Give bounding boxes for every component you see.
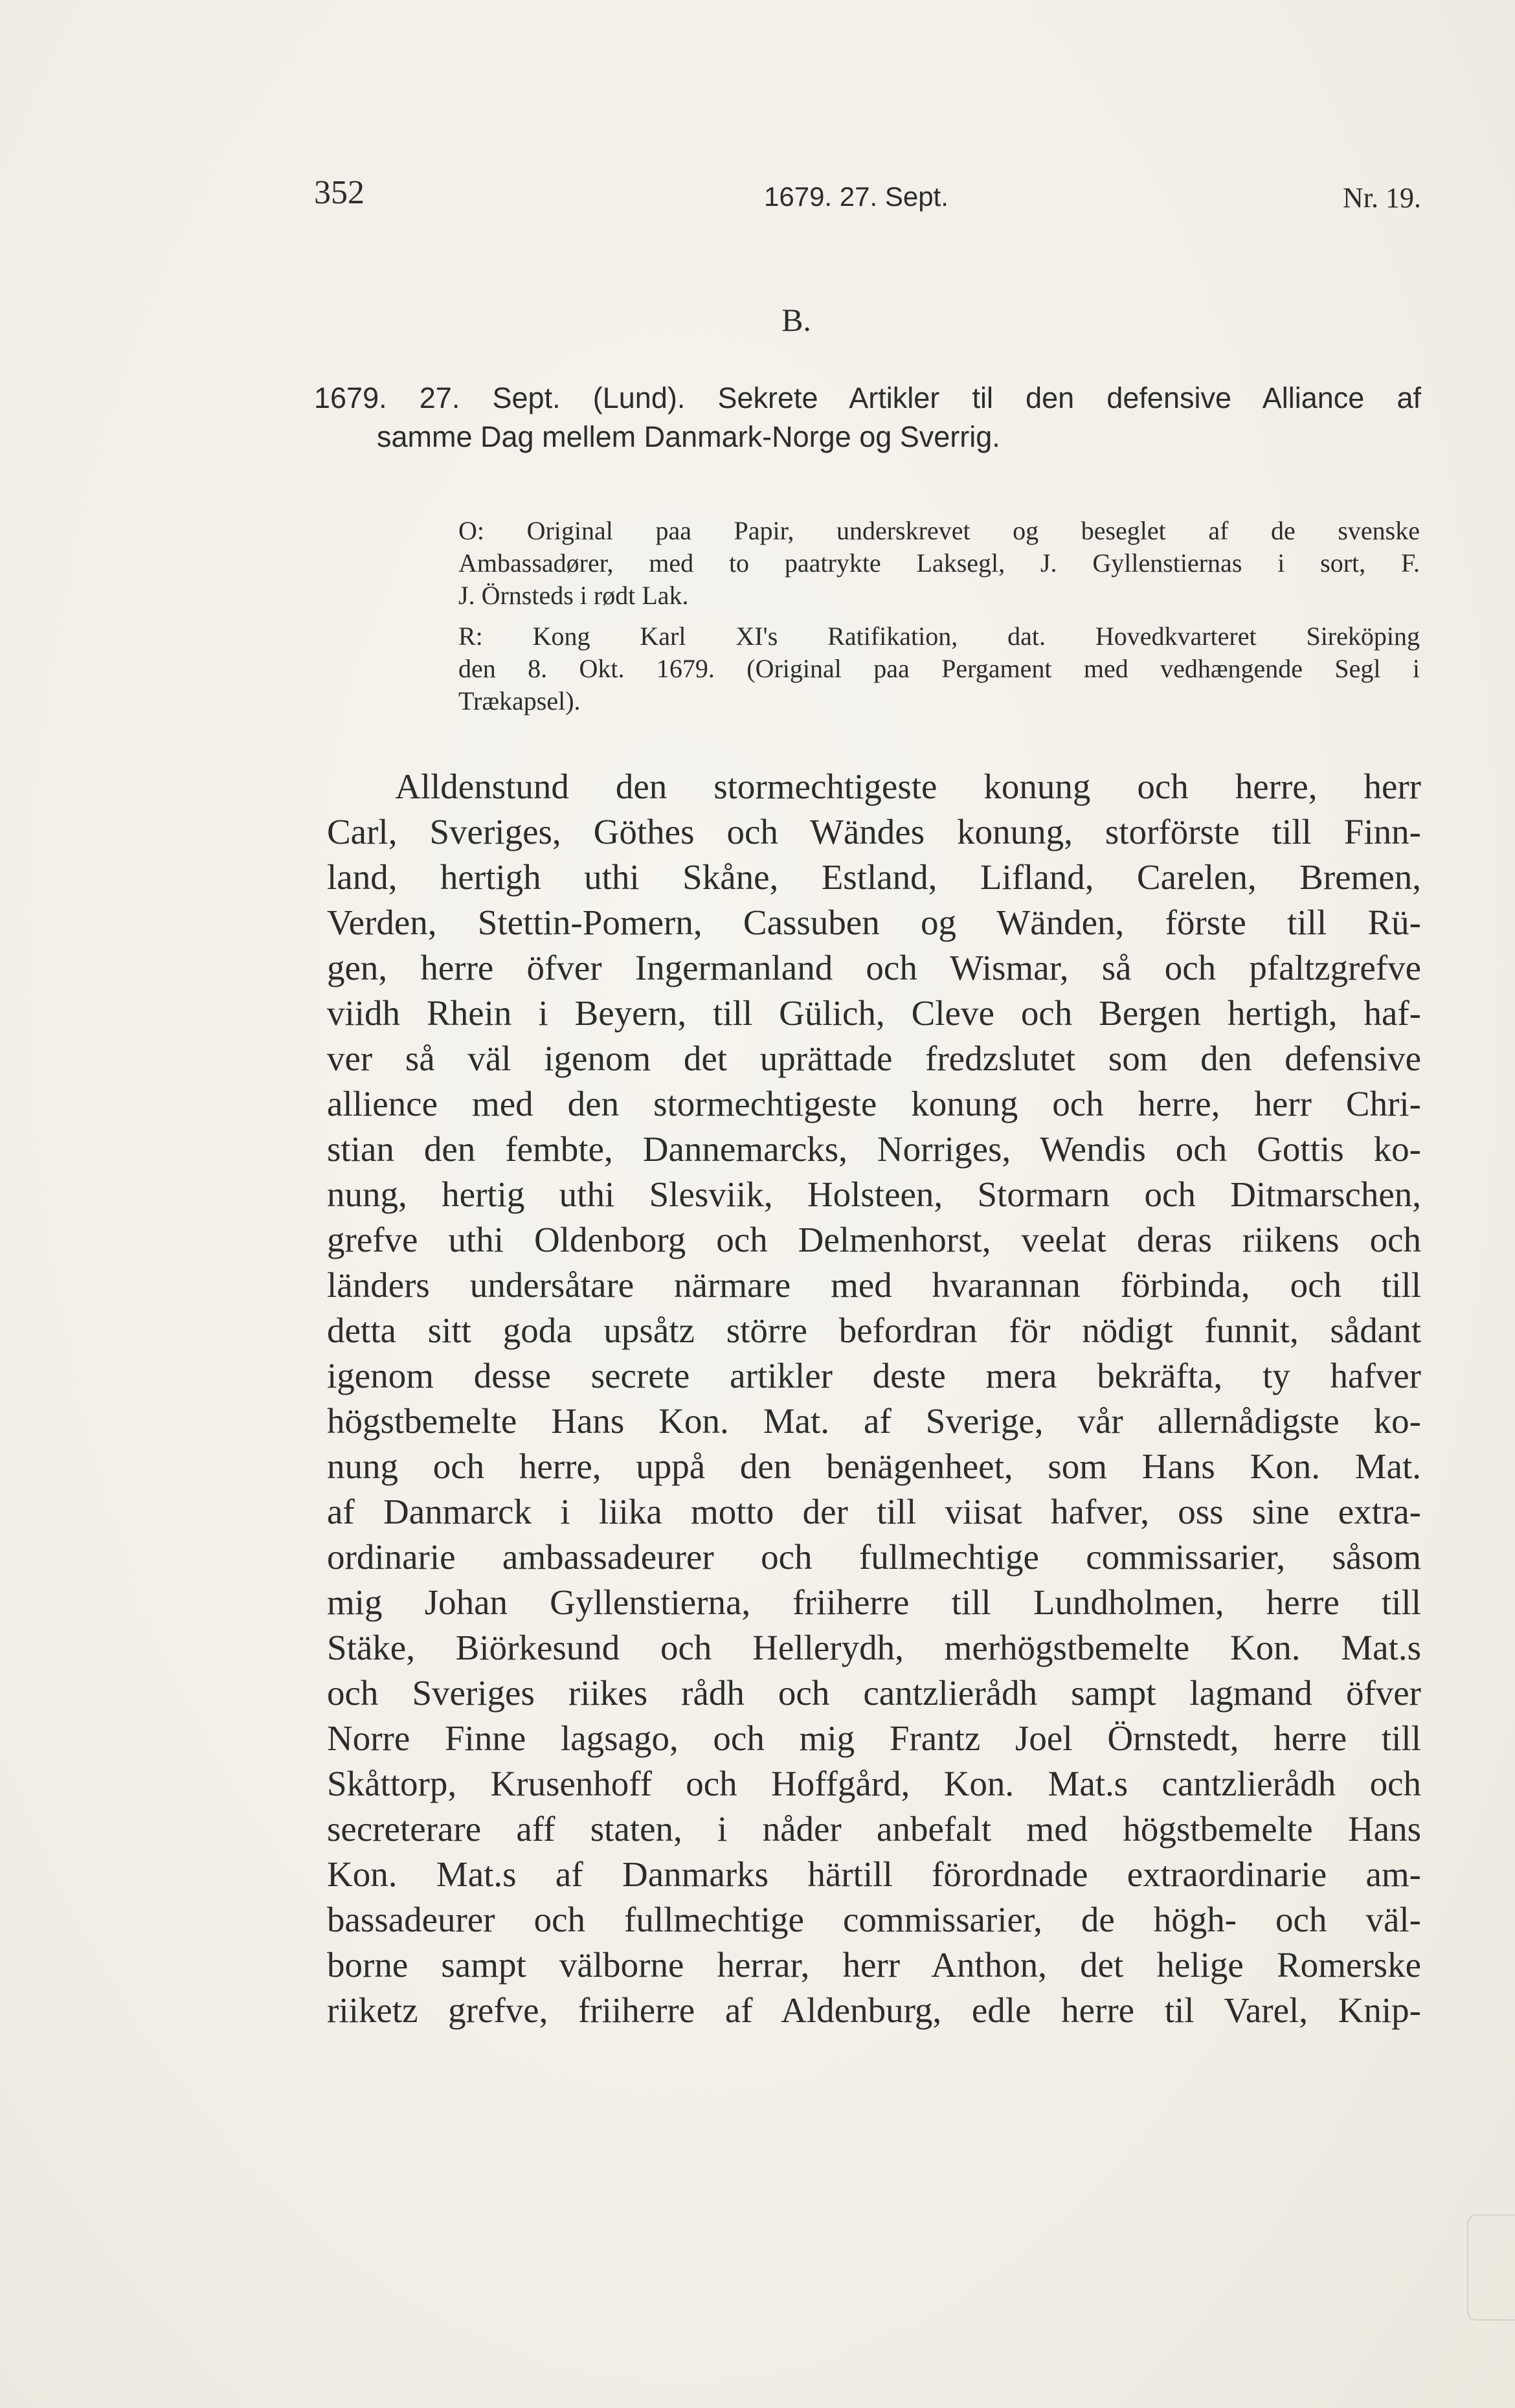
note-line: R: Kong Karl XI's Ratifikation, dat. Hovedkvarteret Sireköping <box>458 622 1420 651</box>
source-notes <box>458 515 1420 726</box>
body-line: stian den fembte, Dannemarcks, Norriges, Wendis och Gottis ko- <box>327 1129 1421 1169</box>
page-number: 352 <box>314 174 365 211</box>
body-line: Verden, Stettin-Pomern, Cassuben og Wänden, förste till Rü- <box>327 903 1421 942</box>
body-line: borne sampt välborne herrar, herr Anthon, det helige Romerske <box>327 1945 1421 1985</box>
title-line: 1679. 27. Sept. (Lund). Sekrete Artikler til den defensive Alliance af <box>314 381 1421 414</box>
body-line: Carl, Sveriges, Göthes och Wändes konung, storförste till Finn- <box>327 812 1421 851</box>
title-line: samme Dag mellem Danmark-Norge og Sverrig. <box>377 420 1000 453</box>
note-line: Trækapsel). <box>458 686 581 715</box>
body-line: Alldenstund den stormechtigeste konung och herre, herr <box>395 767 1421 806</box>
body-line: ordinarie ambassadeurer och fullmechtige commissarier, såsom <box>327 1537 1421 1577</box>
body-line: grefve uthi Oldenborg och Delmenhorst, veelat deras riikens och <box>327 1220 1421 1259</box>
body-line: Kon. Mat.s af Danmarks härtill förordnade extraordinarie am- <box>327 1854 1421 1894</box>
section-letter: B. <box>781 302 811 338</box>
body-line: ver så väl igenom det uprättade fredzslutet som den defensive <box>327 1039 1421 1078</box>
running-date: 1679. 27. Sept. <box>764 181 948 212</box>
body-line: af Danmarck i liika motto der till viisat hafver, oss sine extra- <box>327 1492 1421 1531</box>
body-line: igenom desse secrete artikler deste mera bekräfta, ty hafver <box>327 1356 1421 1395</box>
body-line: allience med den stormechtigeste konung och herre, herr Chri- <box>327 1084 1421 1123</box>
body-line: Stäke, Biörkesund och Hellerydh, merhögstbemelte Kon. Mat.s <box>327 1628 1421 1667</box>
note-line: O: Original paa Papir, underskrevet og beseglet af de svenske <box>458 516 1420 545</box>
body-line: bassadeurer och fullmechtige commissarier, de högh- och väl- <box>327 1900 1421 1939</box>
page-edge-tab <box>1467 2214 1515 2321</box>
document-title <box>314 379 1421 456</box>
body-text <box>327 764 1421 2033</box>
note-line: den 8. Okt. 1679. (Original paa Pergament med vedhængende Segl i <box>458 654 1420 683</box>
body-line: viidh Rhein i Beyern, till Gülich, Cleve och Bergen hertigh, haf- <box>327 993 1421 1033</box>
body-line: nung, hertig uthi Slesviik, Holsteen, Stormarn och Ditmarschen, <box>327 1175 1421 1214</box>
body-line: länders undersåtare närmare med hvarannan förbinda, och till <box>327 1265 1421 1305</box>
body-line: mig Johan Gyllenstierna, friiherre till Lundholmen, herre till <box>327 1582 1421 1622</box>
body-line: och Sveriges riikes rådh och cantzlierådh sampt lagmand öfver <box>327 1673 1421 1713</box>
source-note-ratification <box>458 620 1420 717</box>
document-number: Nr. 19. <box>1343 182 1421 214</box>
body-line: högstbemelte Hans Kon. Mat. af Sverige, vår allernådigste ko- <box>327 1401 1421 1441</box>
body-line: gen, herre öfver Ingermanland och Wismar, så och pfaltzgrefve <box>327 948 1421 987</box>
body-line: detta sitt goda upsåtz större befordran för nödigt funnit, sådant <box>327 1311 1421 1350</box>
note-line: Ambassadører, med to paatrykte Laksegl, J. Gyllenstiernas i sort, F. <box>458 548 1420 578</box>
body-line: land, hertigh uthi Skåne, Estland, Lifland, Carelen, Bremen, <box>327 857 1421 897</box>
body-line: riiketz grefve, friiherre af Aldenburg, edle herre til Varel, Knip- <box>327 1990 1421 2030</box>
source-note-original <box>458 515 1420 612</box>
note-line: J. Örnsteds i rødt Lak. <box>458 581 689 610</box>
body-line: Norre Finne lagsago, och mig Frantz Joel Örnstedt, herre till <box>327 1718 1421 1758</box>
body-line: nung och herre, uppå den benägenheet, som Hans Kon. Mat. <box>327 1446 1421 1486</box>
body-line: secreterare aff staten, i nåder anbefalt med högstbemelte Hans <box>327 1809 1421 1849</box>
body-line: Skåttorp, Krusenhoff och Hoffgård, Kon. Mat.s cantzlierådh och <box>327 1764 1421 1803</box>
page-header <box>314 174 1421 225</box>
